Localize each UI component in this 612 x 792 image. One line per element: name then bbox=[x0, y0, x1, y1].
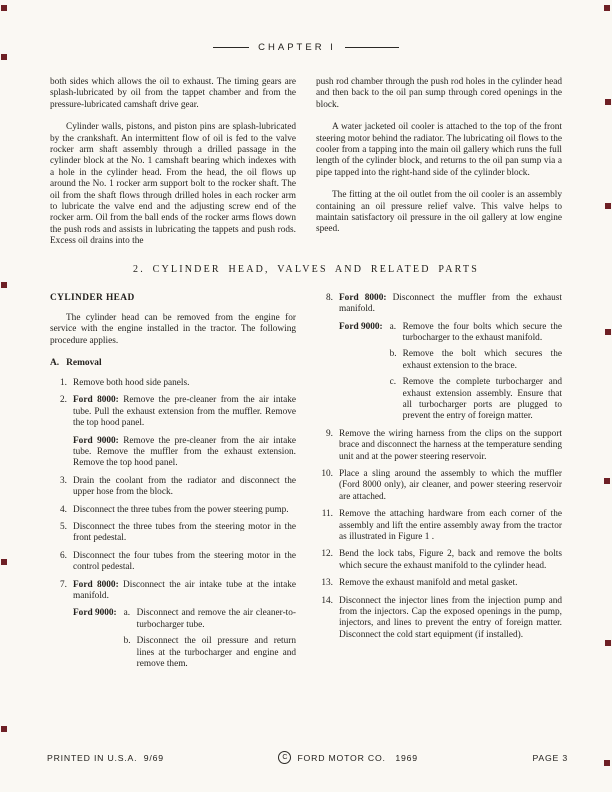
paragraph: The fitting at the oil outlet from the oil cooler is an assembly containing an oil pressure relief valve. This valve helps to maintain satisfactory oil pressure in the oil gallery at low engine speed. bbox=[316, 190, 562, 235]
procedure-step bbox=[316, 509, 562, 543]
intro-left-column bbox=[50, 77, 296, 248]
substep-text: Disconnect and remove the air cleaner-to-turbocharger tube. bbox=[136, 608, 296, 630]
step-block bbox=[339, 322, 562, 423]
step-body bbox=[339, 293, 562, 423]
step-body bbox=[73, 522, 296, 545]
intro-section bbox=[50, 77, 562, 248]
step-number: 3. bbox=[60, 475, 67, 486]
registration-mark bbox=[1, 5, 7, 11]
printed-note: PRINTED IN U.S.A. 9/69 bbox=[47, 752, 164, 763]
substep bbox=[124, 636, 296, 670]
steps-list-left bbox=[50, 378, 296, 671]
step-body bbox=[339, 429, 562, 463]
intro-right-column bbox=[316, 77, 562, 248]
procedure-step bbox=[50, 551, 296, 574]
step-number: 7. bbox=[60, 579, 67, 590]
step-block: Remove both hood side panels. bbox=[73, 377, 190, 388]
substeps bbox=[390, 322, 562, 423]
step-number: 14. bbox=[321, 595, 333, 606]
step-number: 4. bbox=[60, 504, 67, 515]
registration-mark bbox=[605, 99, 611, 105]
step-block: Drain the coolant from the radiator and disconnect the upper hose from the block. bbox=[73, 475, 296, 498]
substeps bbox=[124, 608, 296, 670]
page-number: PAGE 3 bbox=[532, 752, 568, 763]
removal-heading: A. Removal bbox=[50, 357, 102, 368]
registration-mark bbox=[604, 5, 610, 11]
step-block: Disconnect the injector lines from the injection pump and from the injectors. Cap the exposed openings in the pump, injectors, and lines to prevent the entry of foreign matter. Disconnect the cold start equipment (if installed). bbox=[339, 595, 562, 640]
registration-mark bbox=[604, 760, 610, 766]
procedure-step bbox=[50, 476, 296, 499]
substep-letter: b. bbox=[123, 636, 131, 647]
registration-mark bbox=[605, 640, 611, 646]
steps-list-right bbox=[316, 293, 562, 642]
step-body bbox=[73, 551, 296, 574]
chapter-title: CHAPTER I bbox=[258, 42, 336, 53]
registration-mark bbox=[604, 478, 610, 484]
paragraph: push rod chamber through the push rod holes in the cylinder head and then back to the oil pan sump through cored openings in the block. bbox=[316, 77, 562, 110]
step-block: Ford 8000: Disconnect the air intake tube at the intake manifold. bbox=[73, 579, 296, 601]
substep bbox=[390, 377, 562, 423]
step-body bbox=[73, 476, 296, 499]
procedure-step bbox=[316, 549, 562, 572]
step-number: 10. bbox=[321, 468, 333, 479]
registration-mark bbox=[1, 726, 7, 732]
step-block: Disconnect the three tubes from the steering motor in the front pedestal. bbox=[73, 521, 296, 544]
procedure-step bbox=[50, 378, 296, 389]
registration-mark bbox=[605, 203, 611, 209]
substep-text: Remove the complete turbocharger and exhaust extension assembly. Ensure that all turbocharger ports are plugged to prevent the entry of foreign matter. bbox=[402, 377, 562, 422]
registration-mark bbox=[605, 329, 611, 335]
model-label: Ford 8000: bbox=[73, 395, 124, 406]
step-block: Place a sling around the assembly to which the muffler (Ford 8000 only), air cleaner, and power steering reservoir are attached. bbox=[339, 468, 562, 502]
step-block: Ford 9000: Remove the pre-cleaner from the air intake tube. Remove the muffler from the exhaust extension. Remove the top hood panel. bbox=[73, 435, 296, 469]
registration-mark bbox=[1, 559, 7, 565]
step-block: Bend the lock tabs, Figure 2, back and remove the bolts which secure the exhaust manifold to the cylinder head. bbox=[339, 549, 562, 571]
copyright-line bbox=[278, 751, 417, 764]
step-number: 6. bbox=[60, 550, 67, 561]
model-label: Ford 9000: bbox=[73, 435, 124, 446]
step-block: Remove the attaching hardware from each corner of the assembly and lift the entire assembly away from the tractor as illustrated in Figure 1 . bbox=[339, 509, 562, 542]
step-number: 5. bbox=[60, 521, 67, 532]
substep-letter: c. bbox=[389, 377, 397, 388]
procedure-step bbox=[316, 596, 562, 642]
step-number: 13. bbox=[321, 578, 333, 589]
step-block: Disconnect the four tubes from the steering motor in the control pedestal. bbox=[73, 550, 296, 573]
step-body bbox=[339, 596, 562, 642]
step-body bbox=[73, 378, 296, 389]
step-block: Ford 8000: Disconnect the muffler from the exhaust manifold. bbox=[339, 292, 562, 315]
section-title: 2. CYLINDER HEAD, VALVES AND RELATED PARTS bbox=[133, 263, 479, 275]
registration-mark bbox=[1, 282, 7, 288]
step-body bbox=[73, 580, 296, 671]
header-rule-left bbox=[213, 47, 249, 49]
step-block bbox=[73, 608, 296, 670]
step-body bbox=[339, 549, 562, 572]
substep-letter: a. bbox=[389, 321, 397, 332]
substep-text: Remove the four bolts which secure the turbocharger to the exhaust manifold. bbox=[402, 321, 562, 343]
model-label: Ford 9000: bbox=[73, 608, 117, 619]
step-number: 1. bbox=[60, 377, 67, 388]
substep-text: Disconnect the oil pressure and return lines at the turbocharger and engine and remove them. bbox=[136, 636, 296, 670]
substep bbox=[390, 322, 562, 345]
step-number: 8. bbox=[326, 292, 333, 303]
step-body bbox=[73, 505, 296, 516]
step-number: 11. bbox=[321, 509, 333, 520]
step-body bbox=[339, 509, 562, 543]
step-block: Ford 8000: Remove the pre-cleaner from the air intake tube. Pull the exhaust extension from the muffler. Remove the top hood panel. bbox=[73, 395, 296, 429]
procedure-step bbox=[50, 505, 296, 516]
cylinder-head-intro: The cylinder head can be removed from the engine for service with the engine installed in the tractor. The following procedure applies. bbox=[50, 312, 296, 346]
page-footer bbox=[47, 751, 568, 764]
model-label: Ford 9000: bbox=[339, 321, 383, 332]
copyright-symbol: C bbox=[278, 751, 291, 764]
substep bbox=[124, 608, 296, 631]
model-label: Ford 8000: bbox=[339, 292, 393, 303]
substep-text: Remove the bolt which secures the exhaust extension to the brace. bbox=[402, 349, 562, 371]
step-number: 9. bbox=[326, 428, 333, 439]
procedure-step bbox=[316, 429, 562, 463]
step-number: 2. bbox=[60, 395, 67, 406]
step-body bbox=[73, 395, 296, 469]
procedure-step bbox=[50, 395, 296, 469]
substep bbox=[390, 349, 562, 372]
chapter-header bbox=[50, 42, 562, 53]
paragraph: A water jacketed oil cooler is attached to the top of the front steering motor behind the radiator. The lubricating oil flows to the cooler from a tapping into the main oil gallery which runs the full length of the cylinder block, and returns to the oil pan sump via a pipe tapped into the right-hand side of the cylinder block. bbox=[316, 122, 562, 178]
procedure-left-column bbox=[50, 293, 296, 677]
registration-mark bbox=[1, 54, 7, 60]
step-body bbox=[339, 469, 562, 503]
procedure-step bbox=[316, 469, 562, 503]
step-block: Remove the exhaust manifold and metal gasket. bbox=[339, 578, 518, 589]
header-rule-right bbox=[345, 47, 399, 49]
substep-letter: b. bbox=[389, 349, 397, 360]
model-label: Ford 8000: bbox=[73, 579, 124, 590]
procedure-step bbox=[316, 293, 562, 423]
procedure-step bbox=[316, 578, 562, 589]
paragraph: both sides which allows the oil to exhaust. The timing gears are splash-lubricated by oil from the tappet chamber and from the pressure-lubricated camshaft drive gear. bbox=[50, 77, 296, 110]
step-block: Disconnect the three tubes from the power steering pump. bbox=[73, 504, 289, 515]
paragraph: Cylinder walls, pistons, and piston pins are splash-lubricated by the crankshaft. An intermittent flow of oil is fed to the valve rocker arm shaft assembly through a drilled passage in the cylinder block at the No. 1 camshaft bearing which indexes with a hole in the cylinder head. From the head, the oil flows up around the No. 1 rocker arm support bolt to the rocker shaft. The oil from the shaft flows through drilled holes in each rocker arm to lubricate the valve end and the adjusting screw end of the rocker arm. Oil from the ball ends of the rocker arms flows down the push rods and assists in lubricating the tappets and push rods. Excess oil drains into the bbox=[50, 122, 296, 247]
cylinder-head-heading: CYLINDER HEAD bbox=[50, 292, 135, 303]
procedure-right-column bbox=[316, 293, 562, 677]
step-block: Remove the wiring harness from the clips on the support brace and disconnect the harness at the temperature sending unit and at the power steering reservoir. bbox=[339, 428, 562, 462]
step-body bbox=[339, 578, 562, 589]
step-number: 12. bbox=[321, 549, 333, 560]
procedure-step bbox=[50, 522, 296, 545]
company-name: FORD MOTOR CO. 1969 bbox=[297, 752, 418, 763]
procedure-section bbox=[50, 293, 562, 677]
substep-letter: a. bbox=[123, 608, 131, 619]
procedure-step bbox=[50, 580, 296, 671]
